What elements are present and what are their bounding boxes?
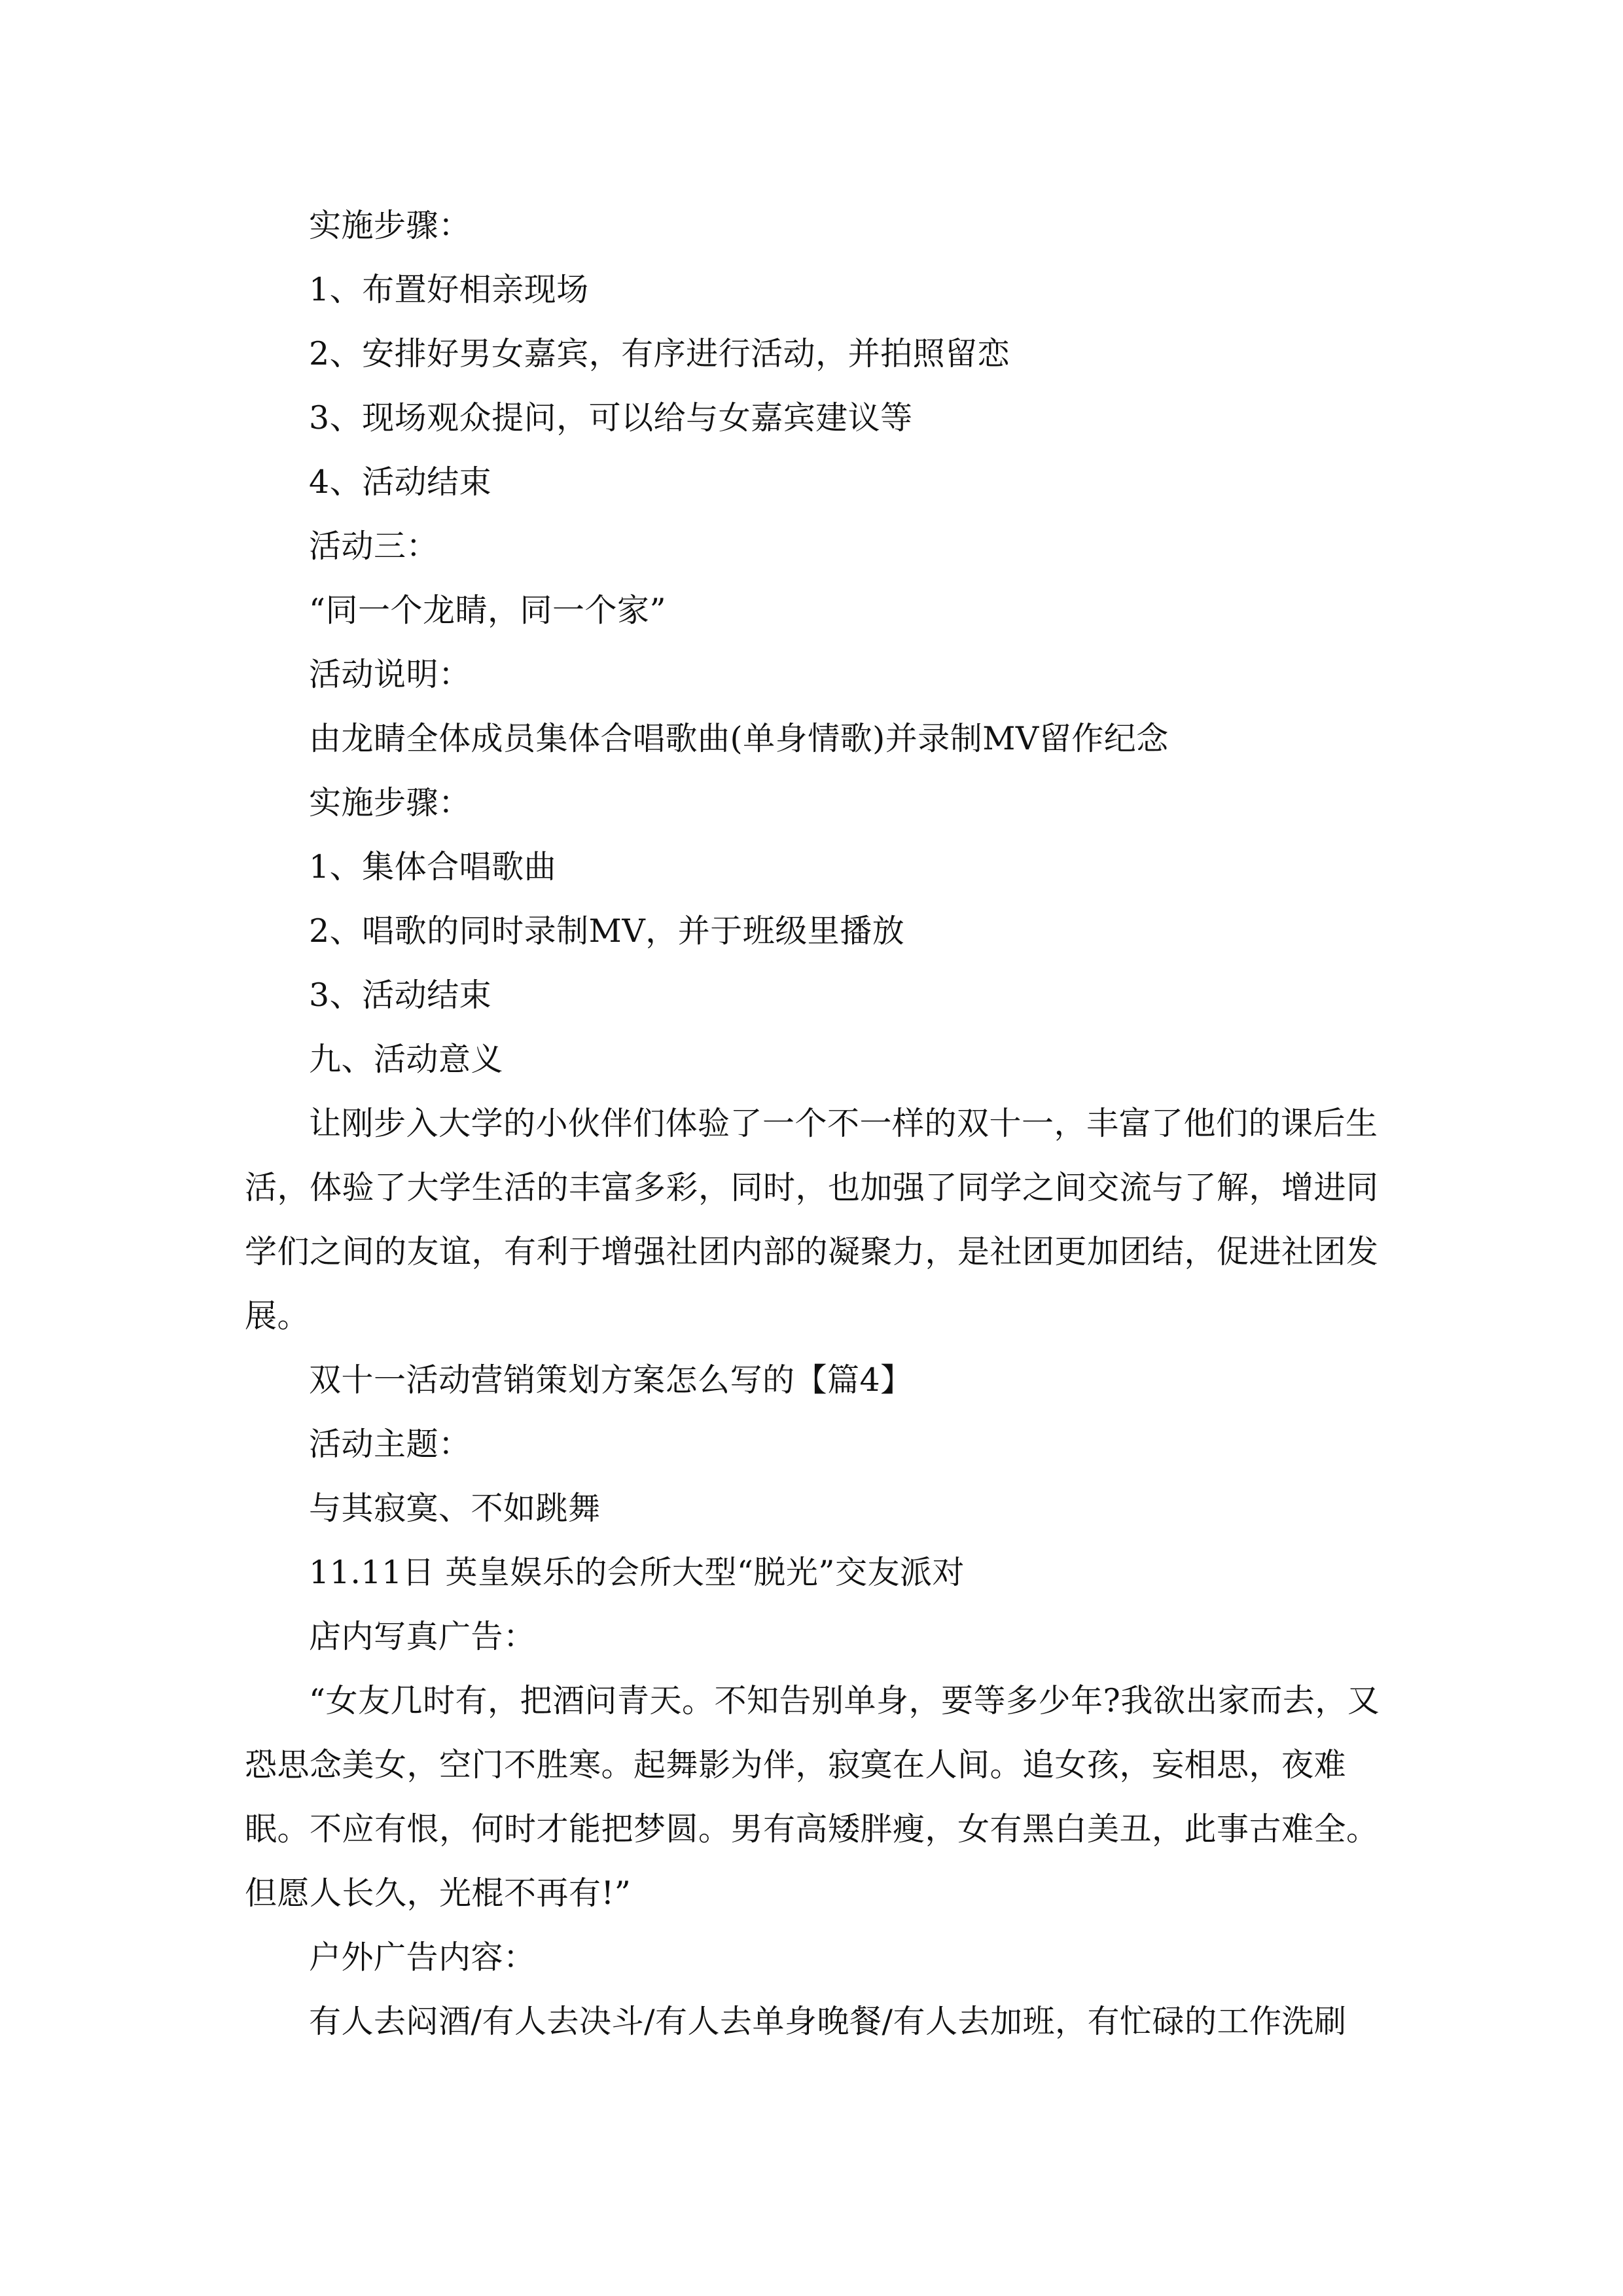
heading-activity-three: 活动三： xyxy=(309,528,439,565)
heading-implementation-steps: 实施步骤： xyxy=(309,784,471,821)
party-announcement: 11.11日 英皇娱乐的会所大型“脱光”交友派对 xyxy=(309,1554,965,1591)
step-item: 2、安排好男女嘉宾，有序进行活动，并拍照留恋 xyxy=(309,335,1010,372)
activity-slogan: “同一个龙睛，同一个家” xyxy=(309,592,667,629)
outdoor-ad-text: 有人去闷酒/有人去决斗/有人去单身晚餐/有人去加班，有忙碌的工作洗刷 xyxy=(309,2003,1347,2040)
instore-ad-poem: “女友几时有，把酒问青天。不知告别单身，要等多少年?我欲出家而去，又恐思念美女，空门不胜寒。起舞影为伴，寂寞在人间。追女孩，妄相思，夜难眠。不应有恨，何时才能把梦圆。男有高矮胖瘦，女有黑白美丑，此事古难全。但愿人长久，光棍不再有!” xyxy=(245,1682,1380,1912)
heading-instore-ad: 店内写真广告： xyxy=(309,1618,536,1655)
step-item: 3、现场观众提问，可以给与女嘉宾建议等 xyxy=(309,399,913,437)
activity-description-text: 由龙睛全体成员集体合唱歌曲(单身情歌)并录制MV留作纪念 xyxy=(309,720,1169,757)
document-body xyxy=(245,194,1383,2054)
activity-theme-text: 与其寂寞、不如跳舞 xyxy=(309,1490,601,1527)
step-item: 3、活动结束 xyxy=(309,977,492,1014)
step-item: 2、唱歌的同时录制MV，并于班级里播放 xyxy=(309,912,905,950)
heading-activity-description: 活动说明： xyxy=(309,656,471,693)
step-item: 4、活动结束 xyxy=(309,463,492,501)
significance-paragraph: 让刚步入大学的小伙伴们体验了一个不一样的双十一，丰富了他们的课后生活，体验了大学生活的丰富多彩，同时，也加强了同学之间交流与了解，增进同学们之间的友谊，有利于增强社团内部的凝聚力，是社团更加团结，促进社团发展。 xyxy=(245,1105,1379,1335)
step-item: 1、布置好相亲现场 xyxy=(309,271,589,308)
heading-implementation-steps: 实施步骤： xyxy=(309,207,471,244)
step-item: 1、集体合唱歌曲 xyxy=(309,848,557,886)
heading-activity-theme: 活动主题： xyxy=(309,1426,471,1463)
heading-activity-significance: 九、活动意义 xyxy=(309,1041,504,1078)
heading-outdoor-ad: 户外广告内容： xyxy=(309,1939,536,1976)
section-title-part-4: 双十一活动营销策划方案怎么写的【篇4】 xyxy=(309,1361,913,1399)
